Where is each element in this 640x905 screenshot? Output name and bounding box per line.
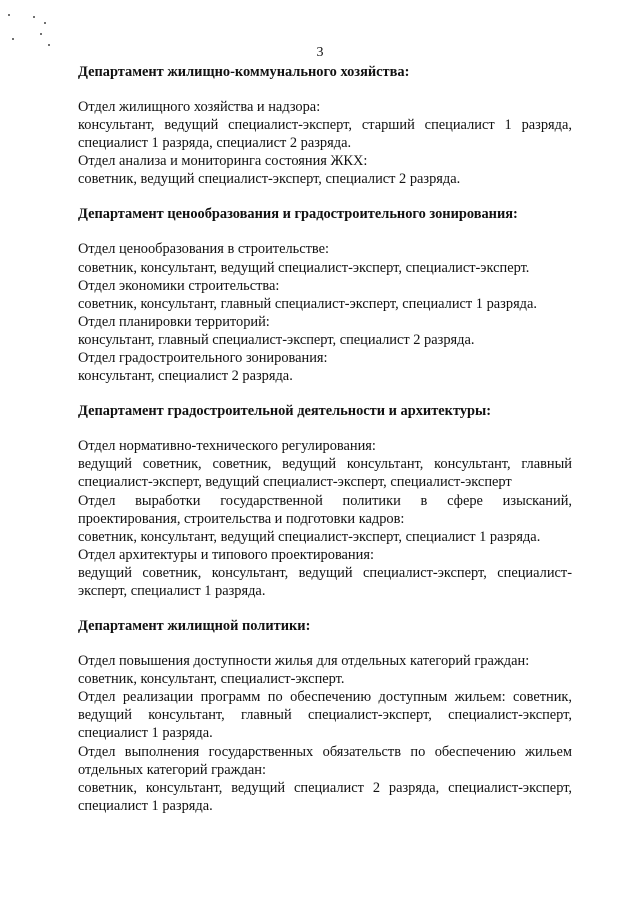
scan-speck [8, 14, 10, 16]
text-line: консультант, главный специалист-эксперт, специалист 2 разряда. [78, 331, 475, 348]
text-line: Отдел планировки территорий: [78, 313, 270, 330]
text-line: Отдел выполнения государственных обязательств по обеспечению жильем [78, 743, 572, 760]
department-section [78, 205, 572, 385]
text-line: отдельных категорий граждан: [78, 761, 266, 778]
text-line: советник, консультант, ведущий специалист-эксперт, специалист 1 разряда. [78, 528, 541, 545]
scan-speck [40, 33, 42, 35]
text-line: Отдел повышения доступности жилья для отдельных категорий граждан: [78, 653, 530, 670]
department-title: Департамент жилищной политики: [78, 618, 311, 635]
text-line: специалист-эксперт, ведущий специалист-эксперт, специалист-эксперт [78, 474, 512, 491]
text-line: ведущий советник, консультант, ведущий специалист-эксперт, специалист- [78, 564, 572, 581]
text-line: Отдел выработки государственной политики в сфере изысканий, [78, 492, 572, 509]
text-line: консультант, специалист 2 разряда. [78, 368, 293, 385]
text-line: ведущий советник, советник, ведущий консультант, консультант, главный [78, 456, 572, 473]
department-title: Департамент жилищно-коммунального хозяйства: [78, 64, 410, 80]
department-section [78, 617, 572, 815]
text-line: ведущий консультант, главный специалист-эксперт, специалист-эксперт, [78, 707, 572, 724]
text-line: Отдел реализации программ по обеспечению доступным жильем: советник, [78, 689, 572, 706]
text-line: специалист 1 разряда. [78, 725, 213, 742]
text-line: консультант, ведущий специалист-эксперт, старший специалист 1 разряда, [78, 117, 572, 134]
text-line: Отдел нормативно-технического регулирования: [78, 438, 376, 455]
scan-speck [33, 16, 35, 18]
page-number: 3 [316, 45, 324, 60]
department-title: Департамент ценообразования и градостроительного зонирования: [78, 206, 518, 223]
text-line: Отдел жилищного хозяйства и надзора: [78, 99, 321, 115]
text-line: Отдел экономики строительства: [78, 277, 280, 294]
scan-speck [44, 22, 46, 24]
scan-speck [12, 38, 14, 40]
text-line: советник, консультант, ведущий специалист 2 разряда, специалист-эксперт, [78, 779, 572, 796]
department-section [78, 402, 572, 600]
document-body [78, 63, 572, 815]
department-section [78, 63, 572, 188]
text-line: проектирования, строительства и подготовки кадров: [78, 510, 405, 527]
text-line: эксперт, специалист 1 разряда. [78, 582, 266, 599]
text-line: советник, консультант, ведущий специалист-эксперт, специалист-эксперт. [78, 259, 530, 276]
text-line: Отдел ценообразования в строительстве: [78, 241, 329, 258]
text-line: Отдел архитектуры и типового проектирования: [78, 546, 374, 563]
text-line: советник, ведущий специалист-эксперт, специалист 2 разряда. [78, 171, 461, 188]
text-line: советник, консультант, главный специалист-эксперт, специалист 1 разряда. [78, 295, 537, 312]
text-line: Отдел градостроительного зонирования: [78, 350, 328, 367]
text-line: советник, консультант, специалист-эксперт. [78, 671, 345, 688]
department-title: Департамент градостроительной деятельности и архитектуры: [78, 403, 492, 420]
text-line: специалист 1 разряда, специалист 2 разряда. [78, 135, 352, 152]
text-line: специалист 1 разряда. [78, 797, 213, 814]
text-line: Отдел анализа и мониторинга состояния ЖКХ: [78, 153, 368, 170]
